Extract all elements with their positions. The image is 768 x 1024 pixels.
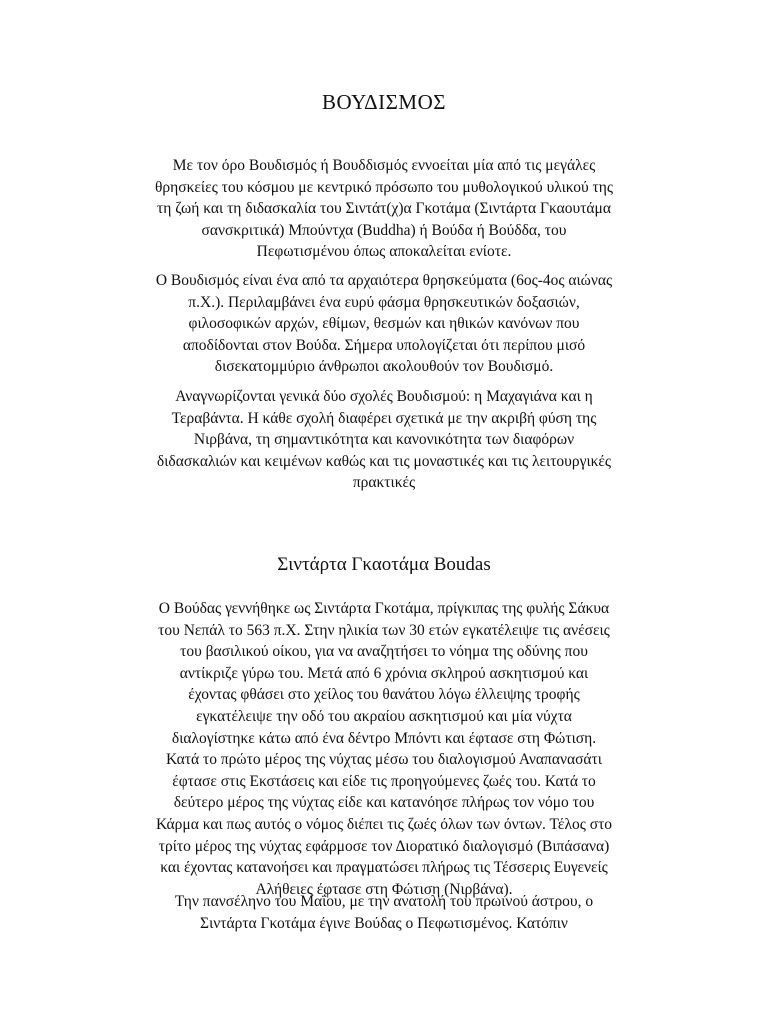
paragraph-history <box>100 270 668 378</box>
text-line: εγκατέλειψε την οδό του ακραίου ασκητισμού και μία νύχτα <box>196 707 572 725</box>
text-line: Ο Βούδας γεννήθηκε ως Σιντάρτα Γκοτάμα, πρίγκιπας της φυλής Σάκυα <box>158 600 610 617</box>
text-line: δεύτερο μέρος της νύχτας είδε και κατανόησε πλήρως τον νόμο του <box>173 794 595 812</box>
text-line: έφτασε στις Εκστάσεις και είδε τις προηγούμενες ζωές του. Κατά το <box>172 772 596 790</box>
text-line: Την πανσέληνο του Μαΐου, με την ανατολή του πρωινού άστρου, ο <box>174 893 594 910</box>
text-line: π.Χ.). Περιλαμβάνει ένα ευρύ φάσμα θρησκευτικών δοξασιών, <box>188 293 580 311</box>
text-line: Νιρβάνα, τη σημαντικότητα και κανονικότητα των διαφόρων <box>193 431 575 449</box>
text-line: Κατά το πρώτο μέρος της νύχτας μέσω του διαλογισμού Αναπανασάτι <box>166 751 602 769</box>
text-line: σανσκριτικά) Μπούντχα (Buddha) ή Βούδα ή Βούδδα, του <box>201 221 567 239</box>
text-line: διαλογίστηκε κάτω από ένα δέντρο Μπόντι και έφτασε στη Φώτιση. <box>171 729 597 747</box>
text-line: Τεραβάντα. Η κάθε σχολή διαφέρει σχετικά με την ακριβή φύση της <box>171 409 597 427</box>
document-title: ΒΟΥΔΙΣΜΟΣ <box>322 90 446 114</box>
text-line: πρακτικές <box>352 474 416 492</box>
text-line: αποδίδονται στον Βούδα. Σήμερα υπολογίζεται ότι περίπου μισό <box>182 336 586 354</box>
text-line: Αλήθειες έφτασε στη Φώτιση (Νιρβάνα). <box>255 880 513 898</box>
text-line: Πεφωτισμένου όπως αποκαλείται ενίοτε. <box>256 243 512 261</box>
text-line: Αναγνωρίζονται γενικά δύο σχολές Βουδισμού: η Μαχαγιάνα και η <box>175 388 593 405</box>
paragraph-schools <box>100 386 668 494</box>
paragraph-enlightenment <box>100 891 668 934</box>
text-line: Με τον όρο Βουδισμός ή Βουδδισμός εννοείται μία από τις μεγάλες <box>172 157 596 174</box>
text-line: Κάρμα και πως αυτός ο νόμος διέπει τις ζωές όλων των όντων. Τέλος στο <box>155 815 613 833</box>
paragraph-biography <box>100 598 668 900</box>
paragraph-intro <box>100 155 668 263</box>
text-line: αντίκριζε γύρω του. Μετά από 6 χρόνια σκληρού ασκητισμού και <box>179 664 589 682</box>
text-line: και έχοντας κατανοήσει και πραγματώσει πλήρως τις Τέσσερις Ευγενείς <box>160 859 608 877</box>
text-line: του Νεπάλ το 563 π.Χ. Στην ηλικία των 30 ετών εγκατέλειψε τις ανέσεις <box>158 621 610 639</box>
text-line: του βασιλικού οίκου, για να αναζητήσει το νόημα της οδύνης που <box>180 643 588 661</box>
text-line: τρίτο μέρος της νύχτας εφάρμοσε τον Διορατικό διαλογισμό (Βιπάσανα) <box>158 837 610 855</box>
text-line: διδασκαλιών και κειμένων καθώς και τις μοναστικές και τις λειτουργικές <box>156 452 612 470</box>
text-line: δισεκατομμύριο άνθρωποι ακολουθούν τον Βουδισμό. <box>214 358 554 376</box>
text-line: θρησκείες του κόσμου με κεντρικό πρόσωπο του μυθολογικού υλικού της <box>154 178 614 196</box>
section-heading: Σιντάρτα Γκαοτάμα Boudas <box>277 554 491 575</box>
text-line: Ο Βουδισμός είναι ένα από τα αρχαιότερα θρησκεύματα (6ος-4ος αιώνας <box>155 272 613 289</box>
text-line: Σιντάρτα Γκοτάμα έγινε Βούδας ο Πεφωτισμένος. Κατόπιν <box>200 914 568 932</box>
text-line: έχοντας φθάσει στο χείλος του θανάτου λόγω έλλειψης τροφής <box>188 686 580 704</box>
text-line: τη ζωή και τη διδασκαλία του Σιντάτ(χ)α Γκοτάμα (Σιντάρτα Γκαουτάμα <box>156 200 611 218</box>
text-line: φιλοσοφικών αρχών, εθίμων, θεσμών και ηθικών κανόνων που <box>188 315 580 333</box>
